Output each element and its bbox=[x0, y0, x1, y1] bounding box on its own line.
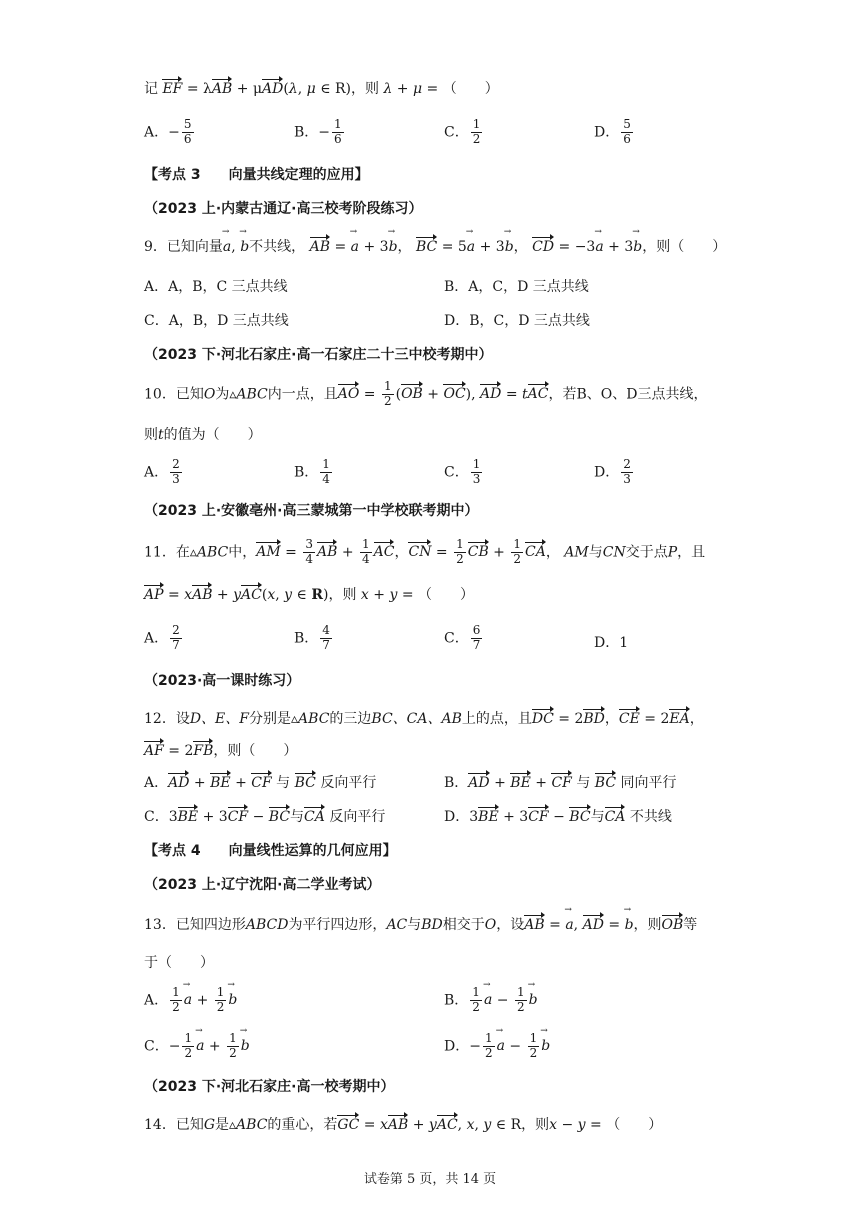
q9-stem: 9．已知向量a →, b →不共线， AB = a → + 3b →， BC = 5a → + 3b →， CD = −3a → + 3b →，则（ ） bbox=[144, 236, 726, 256]
q12-stem-line2: AF = 2FB，则（ ） bbox=[144, 743, 298, 759]
q11-option-c[interactable]: C． $\frac{6}{7}$ bbox=[444, 623, 481, 652]
q11-stem: 11．在▵ABC中，AM = $\frac{3}{4}$ AB + $\frac{1}{4}$ AC，CN = $\frac{1}{2}$ CB + $\frac{1}{2}$ CA， AM与CN交于点P，且 bbox=[144, 537, 706, 566]
q10-stem-line2: 则t的值为（ ） bbox=[144, 427, 262, 443]
q8-option-a[interactable]: A．− $\frac{5}{6}$ bbox=[144, 117, 192, 146]
q13-option-b[interactable]: B． $\frac{1}{2}$ a → − $\frac{1}{2}$ b → bbox=[444, 986, 538, 1015]
q10-option-c[interactable]: C． $\frac{1}{3}$ bbox=[444, 457, 481, 486]
question-source: （2023 下·河北石家庄·高一石家庄二十三中校考期中） bbox=[144, 347, 493, 363]
q11-option-d[interactable]: D．1 bbox=[594, 635, 629, 651]
q12-option-b[interactable]: B．AD + BE + CF 与 BC 同向平行 bbox=[444, 775, 677, 791]
q14-stem: 14．已知G是▵ABC的重心，若GC = xAB + yAC, x, y ∈ R，则x − y = （ ） bbox=[144, 1117, 663, 1133]
q13-stem: 13．已知四边形ABCD为平行四边形，AC与BD相交于O，设AB = a →, AD = b →，则OB等 bbox=[144, 914, 697, 934]
q8-stem: 记 EF = λAB + μAD(λ, μ ∈ R)，则 λ + μ = （ ） bbox=[144, 81, 499, 97]
question-source: （2023 下·河北石家庄·高一校考期中） bbox=[144, 1079, 395, 1095]
q10-stem: 10．已知O为▵ABC内一点，且AO = $\frac{1}{2}$ (OB + OC), AD = tAC，若B、O、D三点共线， bbox=[144, 379, 708, 408]
q13-option-d[interactable]: D．− $\frac{1}{2}$ a → − $\frac{1}{2}$ b → bbox=[444, 1032, 550, 1061]
q13-stem-line2: 于（ ） bbox=[144, 955, 214, 971]
question-source: （2023 上·安徽亳州·高三蒙城第一中学校联考期中） bbox=[144, 503, 479, 519]
page-footer: 试卷第 5 页，共 14 页 bbox=[363, 1172, 497, 1187]
q11-stem-line2: AP = xAB + yAC(x, y ∈ R)，则 x + y = （ ） bbox=[144, 587, 475, 603]
q12-option-c[interactable]: C．3BE + 3CF − BC与CA 反向平行 bbox=[144, 809, 386, 825]
q12-option-a[interactable]: A．AD + BE + CF 与 BC 反向平行 bbox=[144, 775, 377, 791]
q11-option-b[interactable]: B． $\frac{4}{7}$ bbox=[294, 623, 330, 652]
question-source: （2023·高一课时练习） bbox=[144, 673, 301, 689]
q9-option-b[interactable]: B．A，C，D 三点共线 bbox=[444, 279, 589, 295]
q10-option-d[interactable]: D． $\frac{2}{3}$ bbox=[594, 457, 631, 486]
q13-option-a[interactable]: A． $\frac{1}{2}$ a → + $\frac{1}{2}$ b → bbox=[144, 986, 237, 1015]
section-heading-kaodian-3: 【考点 3 向量共线定理的应用】 bbox=[144, 167, 369, 183]
q8-option-d[interactable]: D． $\frac{5}{6}$ bbox=[594, 117, 631, 146]
question-source: （2023 上·辽宁沈阳·高二学业考试） bbox=[144, 877, 381, 893]
q9-option-c[interactable]: C．A，B，D 三点共线 bbox=[144, 313, 289, 329]
q10-option-a[interactable]: A． $\frac{2}{3}$ bbox=[144, 457, 180, 486]
section-heading-kaodian-4: 【考点 4 向量线性运算的几何应用】 bbox=[144, 843, 397, 859]
q12-option-d[interactable]: D．3BE + 3CF − BC与CA 不共线 bbox=[444, 809, 672, 825]
q8-option-c[interactable]: C． $\frac{1}{2}$ bbox=[444, 117, 481, 146]
q12-stem: 12．设D、E、F分别是▵ABC的三边BC、CA、AB上的点，且DC = 2BD，CE = 2EA， bbox=[144, 711, 704, 727]
q13-option-c[interactable]: C．− $\frac{1}{2}$ a → + $\frac{1}{2}$ b → bbox=[144, 1032, 250, 1061]
q9-option-a[interactable]: A．A，B，C 三点共线 bbox=[144, 279, 288, 295]
q10-option-b[interactable]: B． $\frac{1}{4}$ bbox=[294, 457, 330, 486]
q8-option-b[interactable]: B．− $\frac{1}{6}$ bbox=[294, 117, 342, 146]
question-source: （2023 上·内蒙古通辽·高三校考阶段练习） bbox=[144, 201, 423, 217]
q11-option-a[interactable]: A． $\frac{2}{7}$ bbox=[144, 623, 180, 652]
q9-option-d[interactable]: D．B，C，D 三点共线 bbox=[444, 313, 590, 329]
